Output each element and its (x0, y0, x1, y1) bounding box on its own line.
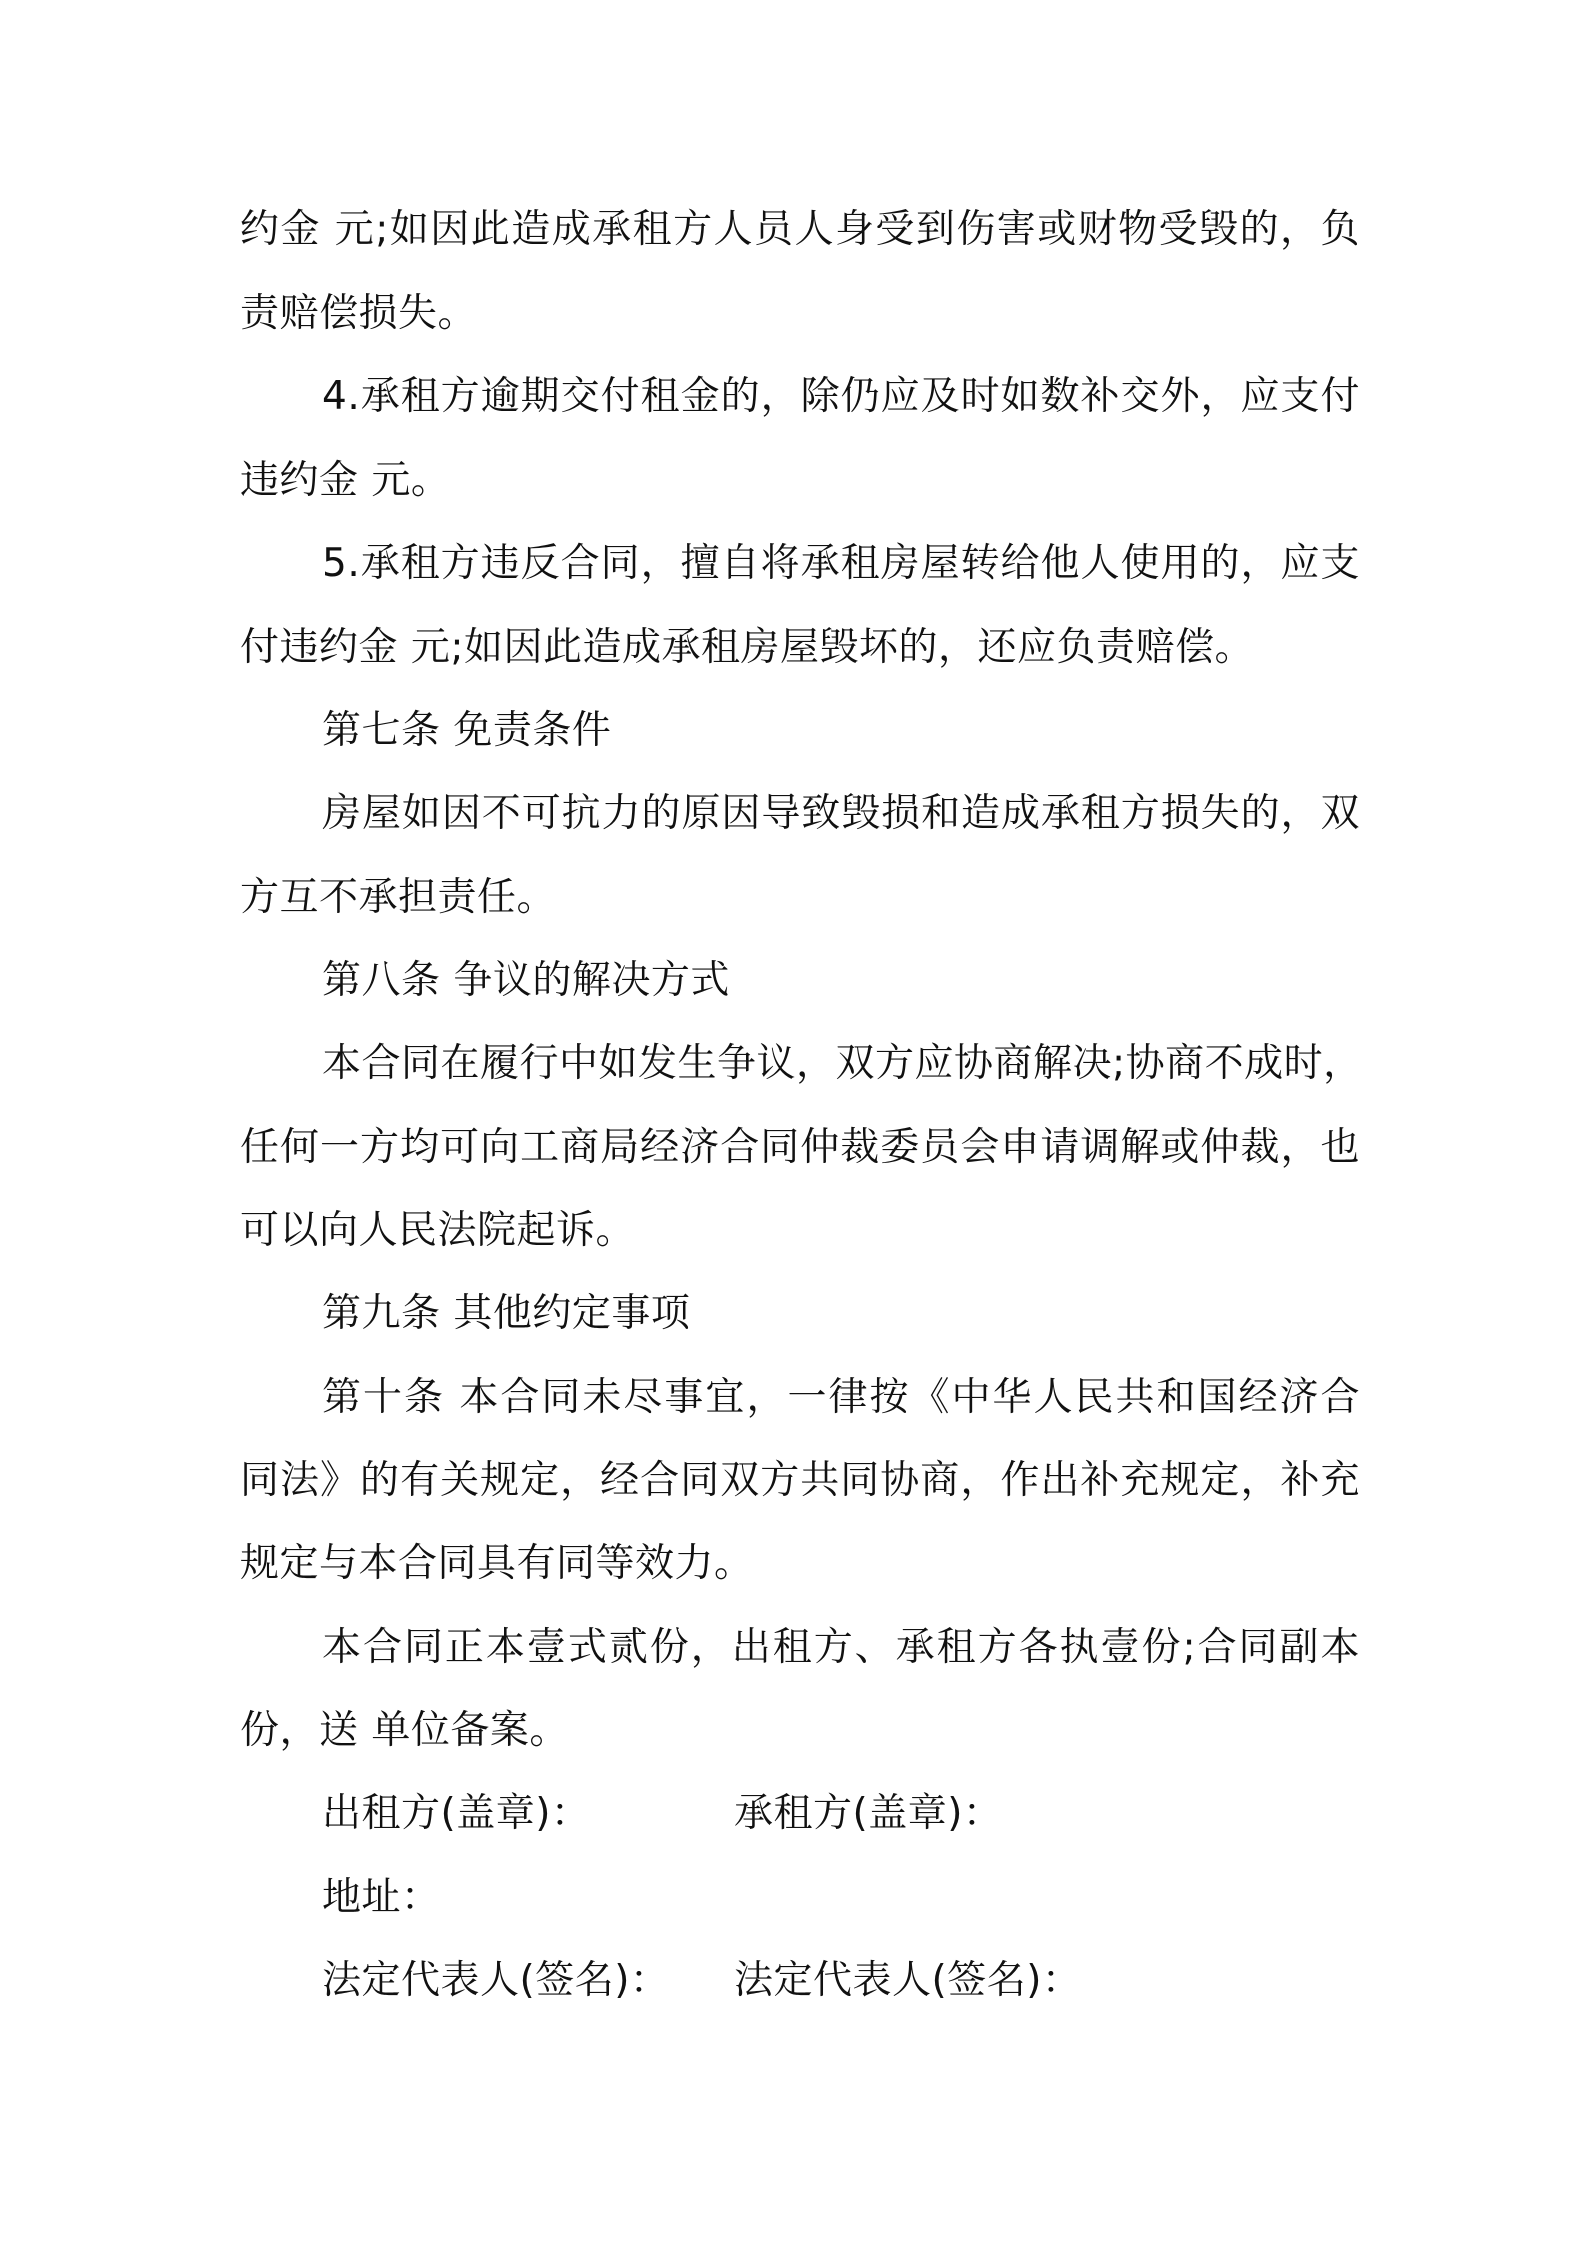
text-line: 份，送 单位备案。 (240, 1708, 569, 1753)
lessee-rep-label: 法定代表人(签名)： (734, 1958, 1082, 2003)
lessor-rep-label: 法定代表人(签名)： (322, 1958, 670, 2003)
text-line: 责赔偿损失。 (240, 291, 478, 336)
clause-5-line: 5.承租方违反合同，擅自将承租房屋转给他人使用的，应支 (322, 541, 1360, 586)
article-7-body: 房屋如因不可抗力的原因导致毁损和造成承租方损失的，双 (322, 791, 1360, 836)
text-line: 付违约金 元;如因此造成承租房屋毁坏的，还应负责赔偿。 (240, 625, 1255, 670)
text-line: 同法》的有关规定，经合同双方共同协商，作出补充规定，补充 (240, 1458, 1360, 1503)
lessor-seal-label: 出租方(盖章)： (322, 1791, 591, 1836)
lessee-seal-label: 承租方(盖章)： (734, 1791, 1003, 1836)
text-line: 约金 元;如因此造成承租方人员人身受到伤害或财物受毁的，负 (240, 207, 1360, 252)
article-8-body: 本合同在履行中如发生争议，双方应协商解决;协商不成时， (322, 1041, 1363, 1086)
copies-line: 本合同正本壹式贰份，出租方、承租方各执壹份;合同副本 (322, 1625, 1360, 1670)
clause-4-line: 4.承租方逾期交付租金的，除仍应及时如数补交外，应支付 (322, 374, 1360, 419)
article-8-heading: 第八条 争议的解决方式 (322, 958, 730, 1003)
article-7-heading: 第七条 免责条件 (322, 708, 612, 753)
article-9-heading: 第九条 其他约定事项 (322, 1291, 691, 1336)
text-line: 可以向人民法院起诉。 (240, 1208, 636, 1253)
text-line: 违约金 元。 (240, 458, 451, 503)
article-10-line: 第十条 本合同未尽事宜，一律按《中华人民共和国经济合 (322, 1375, 1360, 1420)
address-label: 地址： (322, 1875, 441, 1920)
text-line: 方互不承担责任。 (240, 875, 557, 920)
text-line: 任何一方均可向工商局经济合同仲裁委员会申请调解或仲裁，也 (240, 1125, 1360, 1170)
text-line: 规定与本合同具有同等效力。 (240, 1541, 754, 1586)
